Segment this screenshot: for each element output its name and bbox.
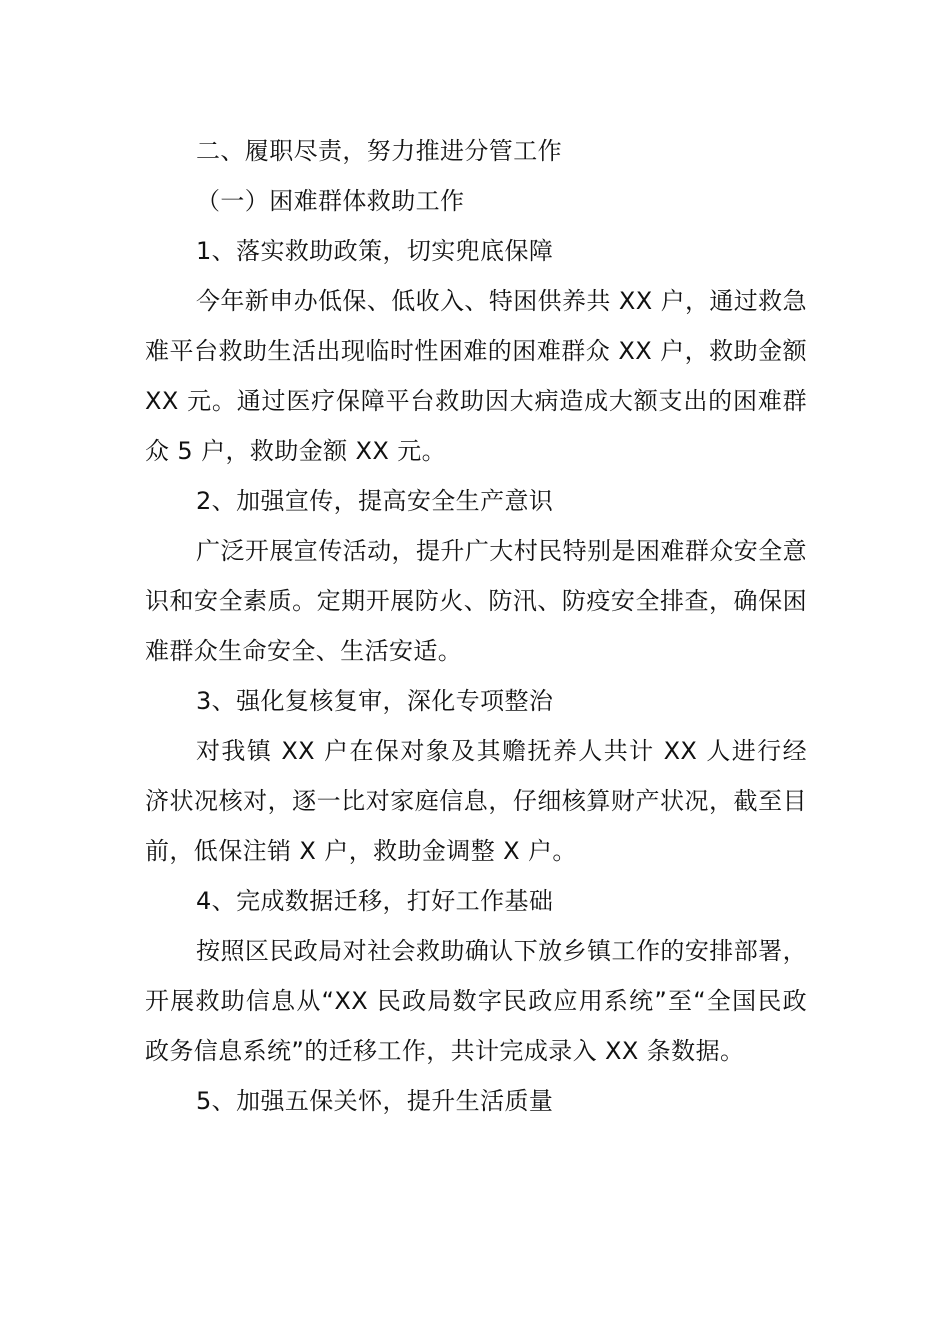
item-heading-5: 5、加强五保关怀，提升生活质量 — [196, 1087, 554, 1115]
item-body-1: 今年新申办低保、低收入、特困供养共 XX 户，通过救急难平台救助生活出现临时性困难的困难群众 XX 户，救助金额 XX 元。通过医疗保障平台救助因大病造成大额支出的困难群众 5 户，救助金额 XX 元。 — [145, 287, 807, 465]
item-body-3: 对我镇 XX 户在保对象及其赡抚养人共计 XX 人进行经济状况核对，逐一比对家庭信息，仔细核算财产状况，截至目前，低保注销 X 户，救助金调整 X 户。 — [145, 737, 807, 865]
item-body-2: 广泛开展宣传活动，提升广大村民特别是困难群众安全意识和安全素质。定期开展防火、防汛、防疫安全排查，确保困难群众生命安全、生活安适。 — [145, 537, 807, 665]
document-body — [145, 126, 807, 1126]
item-heading-2: 2、加强宣传，提高安全生产意识 — [196, 487, 554, 515]
section-heading: 二、履职尽责，努力推进分管工作 — [196, 137, 562, 165]
subsection-heading: （一）困难群体救助工作 — [196, 187, 465, 215]
item-body-4: 按照区民政局对社会救助确认下放乡镇工作的安排部署，开展救助信息从“XX 民政局数字民政应用系统”至“全国民政政务信息系统”的迁移工作，共计完成录入 XX 条数据。 — [145, 937, 807, 1065]
item-heading-1: 1、落实救助政策，切实兜底保障 — [196, 237, 554, 265]
item-heading-3: 3、强化复核复审，深化专项整治 — [196, 687, 554, 715]
item-heading-4: 4、完成数据迁移，打好工作基础 — [196, 887, 554, 915]
